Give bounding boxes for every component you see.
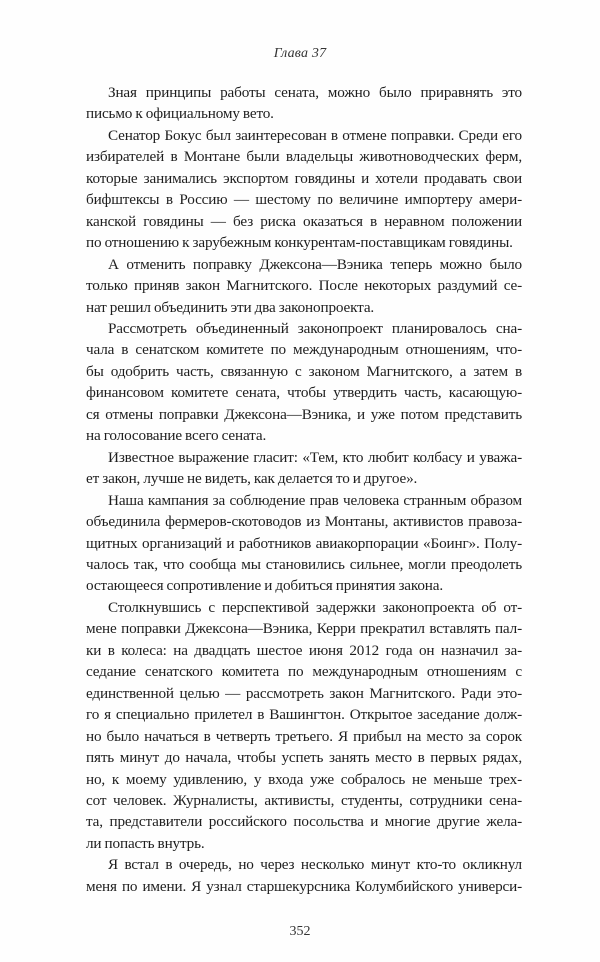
paragraph (86, 82, 522, 125)
text-line: единственной целью — рассмотреть закон Магнитского. Ради это- (86, 684, 522, 702)
text-line: щитных организаций и работников авиакорпорации «Боинг». Полу- (86, 534, 522, 552)
text-line: ки в колеса: на двадцать шестое июня 2012 года он назначил за- (86, 641, 522, 659)
text-line: Столкнувшись с перспективой задержки законопроекта об от- (108, 598, 522, 616)
text-line: только приняв закон Магнитского. После некоторых раздумий се- (86, 277, 522, 295)
text-line: чала в сенатском комитете по международным отношениям, что- (86, 341, 522, 359)
text-line: финансовом комитете сената, чтобы утвердить часть, касающую- (86, 384, 522, 402)
paragraph (86, 490, 522, 597)
text-line: ет закон, лучше не видеть, как делается то и другое». (86, 470, 418, 488)
paragraph (86, 125, 522, 254)
text-line: пять минут до начала, чтобы успеть занять место в первых рядах, (86, 749, 522, 767)
paragraph (86, 318, 522, 447)
text-line: А отменить поправку Джексона—Вэника теперь можно было (108, 255, 522, 273)
text-line: ли попасть внутрь. (86, 834, 205, 852)
text-line: Наша кампания за соблюдение прав человека странным образом (108, 491, 522, 509)
text-line: по отношению к зарубежным конкурентам-поставщикам говядины. (86, 234, 513, 252)
text-line: го я специально прилетел в Вашингтон. Открытое заседание долж- (86, 706, 522, 724)
text-line: бы одобрить часть, связанную с законом Магнитского, а затем в (86, 362, 522, 380)
text-line: объединила фермеров-скотоводов из Монтаны, активистов правоза- (86, 513, 522, 531)
text-line: Известное выражение гласит: «Тем, кто любит колбасу и уважа- (108, 448, 522, 466)
text-line: седание сенатского комитета по международным отношениям с (86, 663, 522, 681)
page-number: 352 (289, 924, 311, 940)
text-line: но, к моему удивлению, у входа уже собралось не меньше трех- (86, 770, 522, 788)
text-line: канской говядины — без риска оказаться в неравном положении (86, 212, 522, 230)
text-line: нат решил объединить эти два законопроекта. (86, 298, 375, 316)
running-head: Глава 37 (273, 46, 327, 61)
text-line: Я встал в очередь, но через несколько минут кто-то окликнул (108, 856, 522, 874)
text-line: чалось так, что сообща мы становились сильнее, могли преодолеть (86, 555, 522, 573)
text-line: бифштексы в Россию — шестому по величине импортеру амери- (86, 191, 522, 209)
text-line: остающееся сопротивление и добиться принятия закона. (86, 577, 444, 595)
text-line: избирателей в Монтане были владельцы животноводческих ферм, (86, 148, 522, 166)
text-line: Сенатор Бокус был заинтересован в отмене поправки. Среди его (108, 126, 522, 144)
paragraph (86, 597, 522, 854)
paragraph (86, 254, 522, 318)
text-line: мене поправки Джексона—Вэника, Керри прекратил вставлять пал- (86, 620, 522, 638)
paragraph (86, 854, 522, 897)
text-line: письмо к официальному вето. (86, 105, 274, 123)
text-line: но было начаться в четверть третьего. Я прибыл на место за сорок (86, 727, 522, 745)
paragraph (86, 447, 522, 490)
text-line: меня по имени. Я узнал старшекурсника Колумбийского универси- (86, 877, 522, 895)
text-line: Зная принципы работы сената, можно было приравнять это (108, 84, 522, 101)
text-line: которые занимались экспортом говядины и хотели продавать свои (86, 169, 522, 187)
text-line: сот человек. Журналисты, активисты, студенты, сотрудники сена- (86, 791, 522, 809)
body-text (86, 82, 522, 897)
text-line: ся отмены поправки Джексона—Вэника, и уже потом представить (86, 405, 522, 423)
text-line: та, представители российского посольства и многие другие жела- (86, 813, 522, 831)
text-line: на голосование всего сената. (86, 427, 267, 445)
text-line: Рассмотреть объединенный законопроект планировалось сна- (108, 319, 522, 337)
